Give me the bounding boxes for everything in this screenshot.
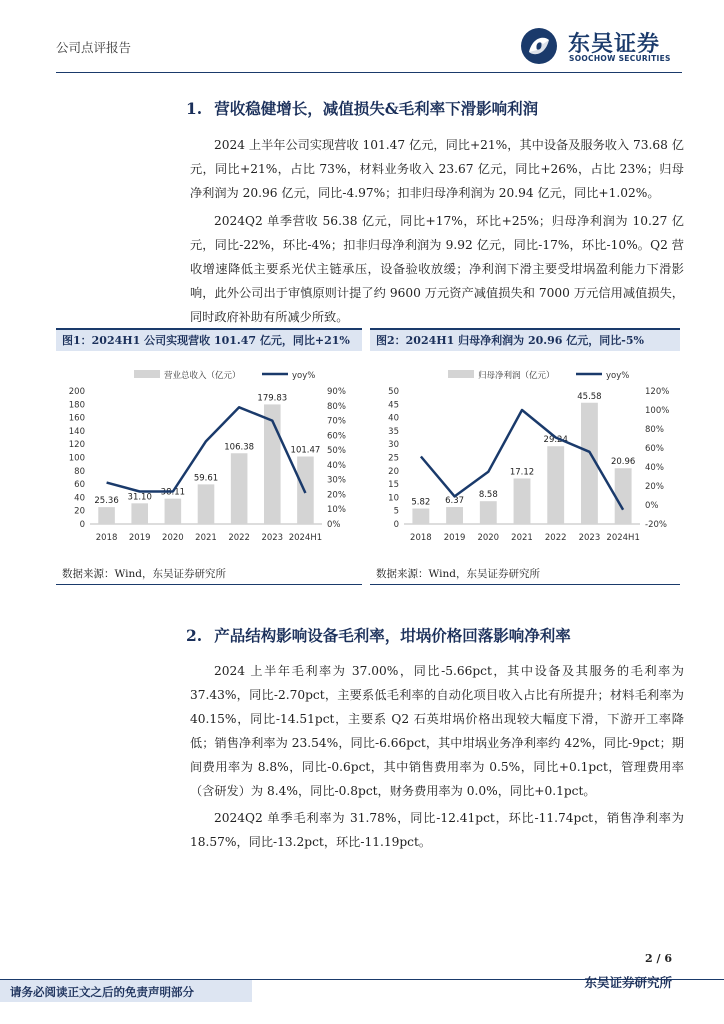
y-right-tick-label: -20% — [645, 520, 667, 530]
bar-2020 — [165, 499, 182, 524]
y-left-tick-label: 180 — [68, 400, 85, 411]
brand-name: 东吴证券 — [568, 32, 661, 57]
y-left-tick-label: 140 — [68, 426, 85, 437]
revenue-chart — [56, 364, 362, 560]
y-right-tick-label: 70% — [327, 416, 346, 427]
y-left-tick-label: 45 — [388, 400, 399, 411]
y-right-tick-label: 20% — [327, 490, 346, 501]
section-1-paragraph-2 — [190, 209, 684, 329]
bar-data-label: 6.37 — [445, 496, 465, 507]
figure-1-bottom-line — [56, 584, 362, 585]
section-2-paragraph-1 — [190, 659, 684, 803]
section-2-heading: 产品结构影响设备毛利率，坩埚价格回落影响净利率 — [214, 626, 571, 645]
x-tick-label: 2021 — [511, 533, 533, 543]
header-divider — [56, 72, 682, 73]
y-left-tick-label: 5 — [393, 506, 399, 517]
y-left-tick-label: 160 — [68, 413, 85, 424]
x-tick-label: 2019 — [128, 533, 151, 543]
y-left-tick-label: 0 — [79, 520, 85, 530]
figure-2-source: 数据来源：Wind，东吴证券研究所 — [376, 568, 540, 580]
bar-data-label: 106.38 — [224, 442, 255, 453]
figure-2-title: 图2：2024H1 归母净利润为 20.96 亿元，同比-5% — [376, 334, 644, 347]
y-left-tick-label: 80 — [74, 466, 85, 477]
section-1-number: 1. — [186, 99, 203, 118]
y-left-tick-label: 30 — [388, 440, 399, 451]
bar-2019 — [131, 503, 148, 524]
y-left-tick-label: 100 — [68, 453, 85, 464]
bar-data-label: 20.96 — [610, 457, 636, 468]
y-right-tick-label: 80% — [645, 425, 664, 435]
bar-2021 — [198, 484, 215, 524]
y-left-tick-label: 60 — [74, 480, 85, 491]
y-left-tick-label: 10 — [388, 493, 399, 504]
bar-data-label: 38.11 — [160, 487, 186, 498]
figure-1-title: 图1：2024H1 公司实现营收 101.47 亿元，同比+21% — [62, 334, 350, 347]
bar-2022 — [547, 446, 564, 524]
paragraph-text: 2024Q2 单季营收 56.38 亿元，同比+17%，环比+25%；归母净利润为 10.27 亿元，同比-22%，环比-4%；扣非归母净利润为 9.92 亿元，同比-17%，环比-10%。Q2 营收增速降低主要系光伏主链承压，设备验收放缓；净利润下滑主要受坩埚盈利能力下滑影响，此外公司出于审慎原则计提了约 9600 万元资产减值损失和 7000 万元信用减值损失，同时政府补助有所减少所致。 — [190, 214, 684, 324]
footer-institute: 东吴证券研究所 — [584, 975, 672, 990]
y-left-tick-label: 20 — [74, 506, 85, 517]
bar-data-label: 101.47 — [290, 445, 321, 456]
bar-2022 — [231, 453, 248, 524]
x-tick-label: 2018 — [95, 533, 118, 543]
x-tick-label: 2020 — [477, 533, 500, 543]
bar-2018 — [412, 509, 429, 524]
bar-data-label: 59.61 — [193, 473, 219, 484]
y-right-tick-label: 20% — [645, 482, 664, 492]
y-left-tick-label: 40 — [388, 413, 399, 424]
net-profit-chart — [370, 364, 680, 560]
legend-bar-label: 营业总收入（亿元） — [164, 371, 241, 381]
section-1-paragraph-1 — [190, 133, 684, 205]
brand-subtitle: SOOCHOW SECURITIES — [569, 54, 671, 63]
page-number: 2 / 6 — [645, 952, 672, 965]
section-2-number: 2. — [186, 626, 203, 645]
legend-bar-label: 归母净利润（亿元） — [478, 371, 555, 381]
bar-data-label: 25.36 — [94, 496, 119, 507]
y-right-tick-label: 60% — [327, 431, 346, 442]
x-tick-label: 2021 — [195, 533, 217, 543]
x-tick-label: 2024H1 — [288, 533, 323, 543]
paragraph-text: 2024 上半年公司实现营收 101.47 亿元，同比+21%，其中设备及服务收入 73.68 亿元，同比+21%，占比 73%，材料业务收入 23.67 亿元，同比+26%，占比 23%；归母净利润为 20.96 亿元，同比-4.97%；扣非归母净利润为 20.94 亿元，同比+1.02%。 — [190, 138, 684, 200]
y-left-tick-label: 50 — [388, 387, 399, 397]
x-tick-label: 2019 — [443, 533, 466, 543]
y-right-tick-label: 100% — [645, 406, 670, 416]
y-right-tick-label: 40% — [327, 460, 346, 471]
x-tick-label: 2023 — [261, 533, 284, 543]
bar-data-label: 5.82 — [411, 497, 431, 508]
y-left-tick-label: 40 — [74, 493, 85, 504]
section-2-paragraph-2 — [190, 806, 684, 854]
section-1-title — [186, 97, 538, 119]
x-tick-label: 2022 — [228, 533, 250, 543]
y-right-tick-label: 50% — [327, 446, 346, 457]
y-left-tick-label: 120 — [68, 440, 85, 451]
legend-line-label: yoy% — [292, 371, 316, 381]
x-tick-label: 2022 — [544, 533, 567, 543]
figure-1-source: 数据来源：Wind，东吴证券研究所 — [62, 568, 226, 580]
y-left-tick-label: 25 — [388, 453, 399, 464]
report-category: 公司点评报告 — [56, 40, 132, 55]
bar-data-label: 31.10 — [127, 492, 152, 503]
y-right-tick-label: 0% — [645, 501, 659, 511]
bar-data-label: 17.12 — [509, 467, 535, 478]
x-tick-label: 2024H1 — [606, 533, 640, 543]
x-tick-label: 2023 — [578, 533, 601, 543]
paragraph-text: 2024 上半年毛利率为 37.00%，同比-5.66pct，其中设备及其服务的毛利率为 37.43%，同比-2.70pct，主要系低毛利率的自动化项目收入占比有所提升；材料毛利率为 40.15%，同比-14.51pct，主要系 Q2 石英坩埚价格出现较大幅度下滑，下游开工率降低；销售净利率为 23.54%，同比-6.66pct，其中坩埚业务净利率约 42%，同比-9pct；期间费用率为 8.8%，同比-0.6pct，其中销售费用率为 0.5%，同比+0.1pct，管理费用率（含研发）为 8.4%，同比-0.8pct，财务费用率为 0.0%，同比+0.1pct。 — [190, 664, 684, 798]
section-1-heading: 营收稳健增长，减值损失&毛利率下滑影响利润 — [214, 99, 539, 118]
x-tick-label: 2020 — [162, 533, 184, 543]
legend-line-label: yoy% — [606, 371, 630, 381]
y-left-tick-label: 200 — [68, 387, 85, 397]
y-right-tick-label: 90% — [327, 387, 346, 397]
bar-data-label: 45.58 — [577, 391, 602, 402]
y-right-tick-label: 0% — [327, 520, 341, 530]
disclaimer-text: 请务必阅读正文之后的免责声明部分 — [10, 985, 194, 999]
y-left-tick-label: 35 — [388, 426, 399, 437]
x-tick-label: 2018 — [410, 533, 432, 543]
section-2-title — [186, 624, 571, 646]
y-right-tick-label: 10% — [327, 505, 346, 516]
bar-2019 — [446, 507, 463, 524]
legend-bar-swatch — [134, 370, 160, 378]
y-right-tick-label: 60% — [645, 444, 664, 454]
bar-2024H1 — [615, 468, 632, 524]
y-right-tick-label: 80% — [327, 401, 346, 412]
y-left-tick-label: 15 — [388, 480, 399, 491]
paragraph-text: 2024Q2 单季毛利率为 31.78%，同比-12.41pct，环比-11.74pct，销售净利率为 18.57%，同比-13.2pct，环比-11.19pct。 — [190, 811, 684, 849]
legend-bar-swatch — [448, 370, 474, 378]
bar-2020 — [480, 501, 497, 524]
y-left-tick-label: 0 — [393, 520, 399, 530]
bar-data-label: 8.58 — [478, 490, 498, 501]
bar-data-label: 179.83 — [257, 393, 288, 404]
y-right-tick-label: 120% — [645, 387, 670, 397]
bar-data-label: 29.24 — [543, 435, 568, 446]
y-right-tick-label: 30% — [327, 475, 346, 486]
y-left-tick-label: 20 — [388, 466, 399, 477]
y-right-tick-label: 40% — [645, 463, 664, 473]
figure-2-bottom-line — [370, 584, 680, 585]
bar-2021 — [514, 478, 531, 524]
bar-2018 — [98, 507, 115, 524]
